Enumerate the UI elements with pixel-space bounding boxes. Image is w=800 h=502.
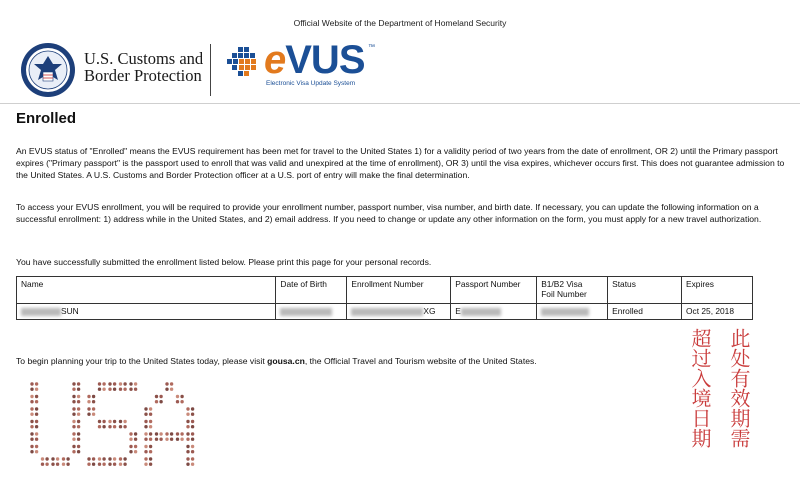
usa-logo-dot [41,457,44,460]
usa-logo-dot [155,395,158,398]
enrollment-suffix: XG [423,306,436,316]
usa-logo-dot [119,457,122,460]
cell-name [17,304,276,320]
usa-logo-dot [123,382,126,385]
column-header-expires: Expires [682,277,753,304]
visa-header-line1: B1/B2 Visa [541,279,583,289]
usa-logo-dot [186,463,189,466]
usa-logo-dot [113,425,116,428]
usa-logo-dot [87,463,90,466]
usa-logo-dot [30,400,33,403]
redacted-text [280,308,332,316]
usa-logo-dot [134,445,137,448]
status-explanation-paragraph: An EVUS status of "Enrolled" means the EVUS requirement has been met for travel to the United States 1) for a validity period of two years from the date of enrollment, OR 2) until the Primary passport expires ("Primary passport" is the passport used to enroll that was valid and unexpired at the time of enrollment), OR 3) until the visa expires, whichever occurs first. This does not guarantee admission to the United States. A U.S. Customs and Border Protection officer at a U.S. port of entry will make the final determination. [16,146,785,180]
usa-logo-dot [72,438,75,441]
usa-logo-dot [155,432,158,435]
usa-logo-dot [30,395,33,398]
usa-logo-dot [108,388,111,391]
usa-logo-dot [98,420,101,423]
usa-logo-dot [77,382,80,385]
usa-logo-dot [102,420,105,423]
usa-logo-dot [186,420,189,423]
usa-logo-dot [72,382,75,385]
usa-logo-dot [98,425,101,428]
usa-logo-dot [165,388,168,391]
usa-logo-dot [149,432,152,435]
gousa-link[interactable]: gousa.cn [267,356,305,366]
usa-logo-dot [87,457,90,460]
usa-dotted-logo [28,378,198,472]
usa-logo-dot [123,425,126,428]
annotation-validity-note: 此处有效期需 [727,328,751,448]
usa-logo-dot [35,425,38,428]
usa-logo-dot [134,432,137,435]
usa-logo-dot [113,382,116,385]
usa-logo-dot [113,420,116,423]
evus-logo-vus: VUS [285,38,365,82]
usa-logo-dot [51,457,54,460]
travel-text-prefix: To begin planning your trip to the United States today, please visit [16,356,268,366]
usa-logo-dot [155,438,158,441]
usa-logo-dot [180,432,183,435]
usa-logo-dot [159,400,162,403]
usa-logo-dot [191,425,194,428]
usa-logo-dot [30,407,33,410]
usa-logo-dot [30,450,33,453]
usa-logo-dot [134,388,137,391]
usa-logo-dot [62,463,65,466]
column-header-enrollment-number: Enrollment Number [347,277,451,304]
annotation-entry-date-note: 超过入境日期 [688,328,712,448]
usa-logo-dot [56,457,59,460]
usa-logo-dot [72,445,75,448]
usa-logo-dot [41,463,44,466]
agency-name-line1: U.S. Customs and [84,49,204,68]
usa-logo-dot [119,420,122,423]
usa-logo-dot [176,438,179,441]
usa-logo-dot [35,450,38,453]
cell-expires: Oct 25, 2018 [682,304,753,320]
usa-logo-dot [165,432,168,435]
usa-logo-dot [191,413,194,416]
redacted-text [541,308,589,316]
header-rule [0,103,800,104]
usa-logo-dot [30,413,33,416]
usa-logo-dot [92,463,95,466]
usa-logo-dot [102,463,105,466]
column-header-status: Status [608,277,682,304]
travel-planning-text [16,355,786,367]
usa-logo-dot [72,413,75,416]
usa-logo-dot [77,445,80,448]
usa-logo-dot [30,420,33,423]
usa-logo-dot [191,432,194,435]
usa-logo-dot [144,420,147,423]
usa-logo-dot [102,457,105,460]
usa-logo-dot [35,413,38,416]
usa-logo-dot [35,432,38,435]
usa-logo-dot [51,463,54,466]
page-title: Enrolled [16,110,77,127]
usa-logo-dot [134,438,137,441]
usa-logo-dot [30,445,33,448]
header-divider [210,44,211,96]
submission-confirmation-text: You have successfully submitted the enrollment listed below. Please print this page for your personal records. [16,257,432,267]
usa-logo-dot [186,407,189,410]
travel-text-suffix: , the Official Travel and Tourism website of the United States. [304,356,537,366]
usa-logo-dot [149,450,152,453]
usa-logo-dot [30,382,33,385]
usa-logo-dot [129,438,132,441]
usa-logo-dot [186,413,189,416]
usa-logo-dot [108,457,111,460]
column-header-passport-number: Passport Number [451,277,537,304]
usa-logo-dot [180,395,183,398]
usa-logo-dot [102,388,105,391]
usa-logo-dot [35,407,38,410]
usa-logo-dot [77,450,80,453]
usa-logo-dot [92,407,95,410]
usa-logo-dot [92,395,95,398]
usa-logo-dot [149,438,152,441]
usa-logo-dot [92,457,95,460]
name-suffix: SUN [61,306,79,316]
usa-logo-dot [98,382,101,385]
usa-logo-dot [108,425,111,428]
evus-logo-text [264,38,365,82]
usa-logo-dot [108,420,111,423]
usa-logo-dot [134,450,137,453]
usa-logo-dot [129,450,132,453]
usa-logo-dot [113,463,116,466]
usa-logo-dot [113,388,116,391]
usa-logo-dot [87,413,90,416]
usa-logo-dot [191,457,194,460]
usa-logo-dot [45,463,48,466]
usa-logo-dot [35,388,38,391]
cell-enrollment-number [347,304,451,320]
usa-logo-dot [170,382,173,385]
usa-logo-dot [191,420,194,423]
usa-logo-dot [77,400,80,403]
usa-logo-dot [191,463,194,466]
usa-logo-dot [30,388,33,391]
usa-logo-dot [123,420,126,423]
usa-logo-dot [186,432,189,435]
evus-dot-grid-icon [226,46,260,80]
usa-logo-dot [149,425,152,428]
usa-logo-dot [98,463,101,466]
usa-logo-dot [77,420,80,423]
usa-logo-dot [149,457,152,460]
usa-logo-dot [72,395,75,398]
usa-logo-dot [144,407,147,410]
usa-logo-dot [72,425,75,428]
usa-logo-dot [77,413,80,416]
usa-logo-dot [123,463,126,466]
usa-logo-dot [159,395,162,398]
usa-logo-dot [30,432,33,435]
usa-logo-dot [149,445,152,448]
usa-logo-dot [149,407,152,410]
usa-logo-dot [176,400,179,403]
usa-logo-dot [87,395,90,398]
usa-logo-dot [180,400,183,403]
usa-logo-dot [102,425,105,428]
usa-logo-dot [98,388,101,391]
usa-logo-dot [165,438,168,441]
usa-logo-dot [129,382,132,385]
usa-logo-dot [170,388,173,391]
usa-logo-dot [123,388,126,391]
table-row [17,304,753,320]
usa-logo-dot [66,457,69,460]
usa-logo-dot [191,450,194,453]
usa-logo-dot [186,457,189,460]
column-header-name: Name [17,277,276,304]
usa-logo-dot [176,432,179,435]
usa-logo-dot [134,382,137,385]
agency-name-line2: Border Protection [84,66,202,85]
usa-logo-dot [77,438,80,441]
cell-visa-foil-number [537,304,608,320]
usa-logo-dot [92,400,95,403]
cell-dob [276,304,347,320]
usa-logo-dot [144,432,147,435]
usa-logo-dot [102,382,105,385]
usa-logo-dot [191,407,194,410]
usa-logo-dot [129,445,132,448]
visa-header-line2: Foil Number [541,289,587,299]
usa-logo-dot [72,388,75,391]
usa-logo-dot [129,432,132,435]
usa-logo-dot [30,438,33,441]
usa-logo-dot [186,438,189,441]
usa-logo-dot [123,457,126,460]
usa-logo-dot [77,395,80,398]
evus-logo-e: e [264,38,286,82]
usa-logo-dot [72,400,75,403]
usa-logo-dot [191,438,194,441]
usa-logo-dot [108,463,111,466]
usa-logo-dot [119,463,122,466]
usa-logo-dot [144,438,147,441]
usa-logo-dot [113,457,116,460]
usa-logo-dot [191,445,194,448]
usa-logo-dot [144,457,147,460]
usa-logo-dot [35,382,38,385]
usa-logo-dot [144,445,147,448]
usa-logo-dot [87,407,90,410]
usa-logo-dot [186,450,189,453]
usa-logo-dot [72,432,75,435]
site-header [20,38,780,102]
usa-logo-dot [35,400,38,403]
usa-logo-dot [77,388,80,391]
usa-logo-dot [77,407,80,410]
usa-logo-dot [35,395,38,398]
usa-logo-dot [180,438,183,441]
dhs-seal-icon [20,42,76,98]
column-header-dob: Date of Birth [276,277,347,304]
usa-logo-dot [108,382,111,385]
usa-logo-dot [77,425,80,428]
access-instructions-paragraph: To access your EVUS enrollment, you will be required to provide your enrollment number, passport number, visa number, and birth date. If necessary, you can update the following information on a successful enrollment: 1) address while in the United States, and 2) email address. If you need to change or update any other information on the form, you must apply for a new travel authorization. [16,202,762,224]
usa-logo-dot [35,420,38,423]
usa-logo-dot [159,438,162,441]
usa-logo-dot [170,432,173,435]
usa-logo-dot [119,382,122,385]
usa-logo-dot [170,438,173,441]
usa-logo-dot [72,420,75,423]
column-header-visa-foil-number [537,277,608,304]
usa-logo-dot [144,413,147,416]
usa-logo-dot [45,457,48,460]
usa-logo-dot [98,457,101,460]
usa-logo-dot [92,413,95,416]
usa-logo-dot [66,463,69,466]
table-header-row [17,277,753,304]
usa-logo-dot [87,400,90,403]
usa-logo-dot [165,382,168,385]
usa-logo-dot [144,450,147,453]
passport-prefix: E [455,306,461,316]
usa-logo-dot [30,425,33,428]
agency-name [84,50,203,84]
cell-passport-number [451,304,537,320]
usa-logo-dot [149,420,152,423]
usa-logo-dot [119,388,122,391]
usa-logo-dot [155,400,158,403]
redacted-text [21,308,61,316]
usa-logo-dot [35,438,38,441]
usa-logo-dot [186,425,189,428]
usa-logo-dot [62,457,65,460]
evus-trademark: ™ [368,44,375,51]
usa-logo-dot [56,463,59,466]
usa-logo-dot [159,432,162,435]
usa-logo-dot [144,425,147,428]
usa-logo-dot [72,407,75,410]
usa-logo-dot [129,388,132,391]
evus-tagline: Electronic Visa Update System [266,80,356,87]
cell-status: Enrolled [608,304,682,320]
usa-logo-dot [35,445,38,448]
usa-logo-dot [144,463,147,466]
redacted-text [351,308,423,316]
usa-logo-dot [72,450,75,453]
official-website-line: Official Website of the Department of Homeland Security [293,18,507,28]
enrollment-table [16,276,753,320]
usa-logo-dot [149,413,152,416]
usa-logo-dot [119,425,122,428]
usa-logo-dot [186,445,189,448]
redacted-text [461,308,501,316]
usa-logo-dot [176,395,179,398]
usa-logo-dot [77,432,80,435]
usa-logo-dot [149,463,152,466]
